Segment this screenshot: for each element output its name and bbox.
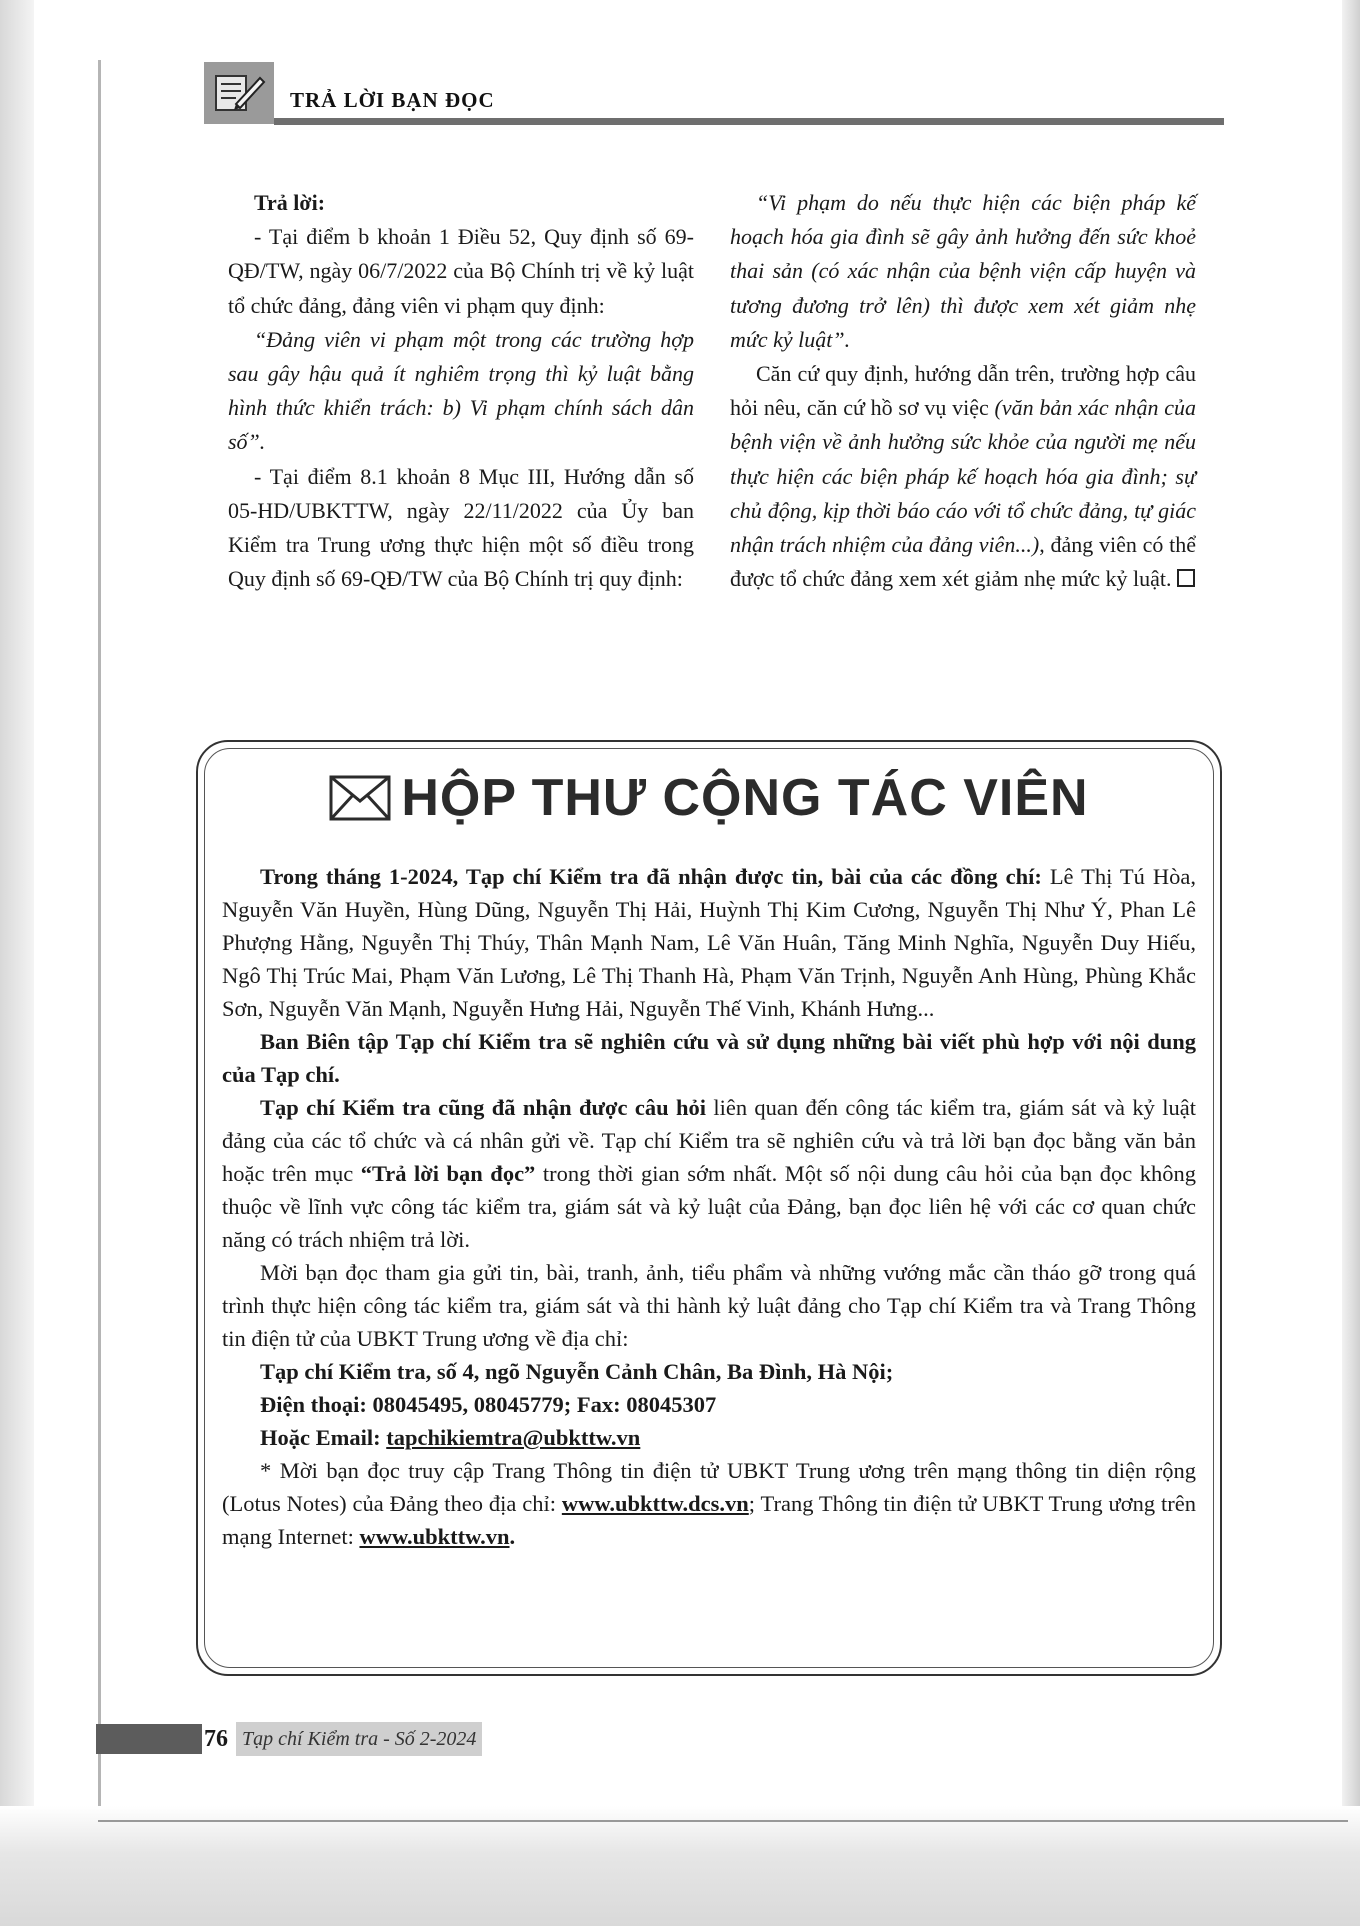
intranet-url-link[interactable]: www.ubkttw.dcs.vn	[561, 1491, 749, 1516]
web-text-1: * Mời bạn đọc truy cập Trang Thông tin điện tử UBKT Trung ương trên mạng thông tin diện rộng (Lotus Notes) của Đảng theo địa chỉ:	[222, 1458, 1196, 1516]
page-spine	[98, 60, 101, 1820]
internet-url-link[interactable]: www.ubkttw.vn	[359, 1524, 510, 1549]
page-fold-line	[98, 1820, 1348, 1822]
conclusion-end: , đảng viên có thể được tổ chức đảng xem xét giảm nhẹ mức kỷ luật.	[730, 532, 1196, 592]
page-footer	[96, 1722, 536, 1756]
header-icon-box	[204, 62, 274, 124]
envelope-icon	[329, 775, 391, 821]
answer-right-column	[730, 186, 1196, 596]
scan-edge-right	[1342, 0, 1360, 1926]
questions-text-2: trong thời gian sớm nhất. Một số nội dung câu hỏi của bạn đọc không thuộc về lĩnh vực công tác kiểm tra, giám sát và kỷ luật của Đảng, bạn đọc liên hệ với các cơ quan chức năng có trách nhiệm trả lời.	[222, 1161, 1196, 1252]
footer-bar	[96, 1724, 202, 1754]
invitation-paragraph: Mời bạn đọc tham gia gửi tin, bài, tranh, ảnh, tiểu phẩm và những vướng mắc cần tháo gỡ trong quá trình thực hiện công tác kiểm tra, giám sát và thi hành kỷ luật đảng cho Tạp chí Kiểm tra và Trang Thông tin điện tử của UBKT Trung ương về địa chỉ:	[222, 1260, 1196, 1351]
website-paragraph	[222, 1454, 1196, 1553]
mailbox-body	[222, 860, 1196, 1553]
web-text-2: ; Trang Thông tin điện tử UBKT Trung ương trên mạng Internet:	[222, 1491, 1196, 1549]
header-rule	[274, 118, 1224, 125]
questions-lead: Tạp chí Kiểm tra cũng đã nhận được câu hỏi	[260, 1095, 706, 1120]
section-title: TRẢ LỜI BẠN ĐỌC	[290, 88, 495, 112]
guidance-quote: “Vi phạm do nếu thực hiện các biện pháp kế hoạch hóa gia đình sẽ gây ảnh hưởng đến sức khoẻ thai sản (có xác nhận của bệnh viện cấp huyện và tương đương trở lên) thì được xem xét giảm nhẹ mức kỷ luật”.	[730, 190, 1196, 352]
questions-paragraph	[222, 1091, 1196, 1256]
section-header	[204, 62, 1224, 124]
page-number: 76	[204, 1726, 228, 1752]
answer-heading: Trả lời:	[254, 190, 326, 215]
contributors-paragraph	[222, 860, 1196, 1025]
answer-conclusion	[730, 357, 1196, 596]
email-line	[222, 1421, 1196, 1454]
pen-writing-icon	[212, 70, 266, 114]
editorial-note: Ban Biên tập Tạp chí Kiểm tra sẽ nghiên cứu và sử dụng những bài viết phù hợp với nội dung của Tạp chí.	[222, 1029, 1196, 1087]
end-mark-icon	[1177, 569, 1195, 587]
answer-paragraph: - Tại điểm 8.1 khoản 8 Mục III, Hướng dẫn số 05-HD/UBKTTW, ngày 22/11/2022 của Ủy ban Kiểm tra Trung ương thực hiện một số điều trong Quy định số 69-QĐ/TW của Bộ Chính trị quy định:	[228, 463, 694, 592]
mailbox-title-row	[198, 768, 1220, 828]
mailbox-title: HỘP THƯ CỘNG TÁC VIÊN	[401, 769, 1089, 827]
web-end: .	[509, 1524, 516, 1549]
publication-name: Tạp chí Kiểm tra - Số 2-2024	[236, 1722, 482, 1756]
phone-fax: Điện thoại: 08045495, 08045779; Fax: 08045307	[260, 1392, 717, 1417]
scan-edge-left	[0, 0, 34, 1926]
scan-edge-bottom	[0, 1806, 1360, 1926]
answer-left-column	[228, 186, 694, 596]
contributor-mailbox	[196, 740, 1222, 1676]
contributors-list: Lê Thị Tú Hòa, Nguyễn Văn Huyền, Hùng Dũng, Nguyễn Thị Hải, Huỳnh Thị Kim Cương, Nguyễn Thị Như Ý, Phan Lê Phượng Hằng, Nguyễn Thị Thúy, Thân Mạnh Nam, Lê Văn Huân, Tăng Minh Nghĩa, Nguyễn Duy Hiếu, Ngô Thị Trúc Mai, Phạm Văn Lương, Lê Thị Thanh Hà, Phạm Văn Trịnh, Nguyễn Anh Hùng, Phùng Khắc Sơn, Nguyễn Văn Mạnh, Nguyễn Hưng Hải, Nguyễn Thế Vinh, Khánh Hưng...	[222, 864, 1196, 1021]
email-link[interactable]: tapchikiemtra@ubkttw.vn	[386, 1425, 641, 1450]
conclusion-evidence: (văn bản xác nhận của bệnh viện về ảnh hưởng sức khỏe của người mẹ nếu thực hiện các biện pháp kế hoạch hóa gia đình; sự chủ động, kịp thời báo cáo với tổ chức đảng, tự giác nhận trách nhiệm của đảng viên...)	[730, 395, 1196, 558]
email-label: Hoặc Email:	[260, 1425, 387, 1450]
conclusion-start: Căn cứ quy định, hướng dẫn trên, trường hợp câu hỏi nêu, căn cứ hồ sơ vụ việc	[730, 361, 1196, 421]
regulation-quote: “Đảng viên vi phạm một trong các trường hợp sau gây hậu quả ít nghiêm trọng thì kỷ luật bằng hình thức khiển trách: b) Vi phạm chính sách dân số”.	[228, 326, 694, 455]
postal-address: Tạp chí Kiểm tra, số 4, ngõ Nguyễn Cảnh Chân, Ba Đình, Hà Nội;	[260, 1359, 894, 1384]
answer-paragraph: - Tại điểm b khoản 1 Điều 52, Quy định số 69-QĐ/TW, ngày 06/7/2022 của Bộ Chính trị về kỷ luật tổ chức đảng, đảng viên vi phạm quy định:	[228, 224, 694, 318]
column-name: “Trả lời bạn đọc”	[360, 1161, 536, 1186]
contributors-intro: Trong tháng 1-2024, Tạp chí Kiểm tra đã nhận được tin, bài của các đồng chí:	[260, 864, 1042, 889]
questions-text-1: liên quan đến công tác kiểm tra, giám sát và kỷ luật đảng của các tổ chức và cá nhân gửi về. Tạp chí Kiểm tra sẽ nghiên cứu và trả lời bạn đọc bằng văn bản hoặc trên mục	[222, 1095, 1196, 1186]
